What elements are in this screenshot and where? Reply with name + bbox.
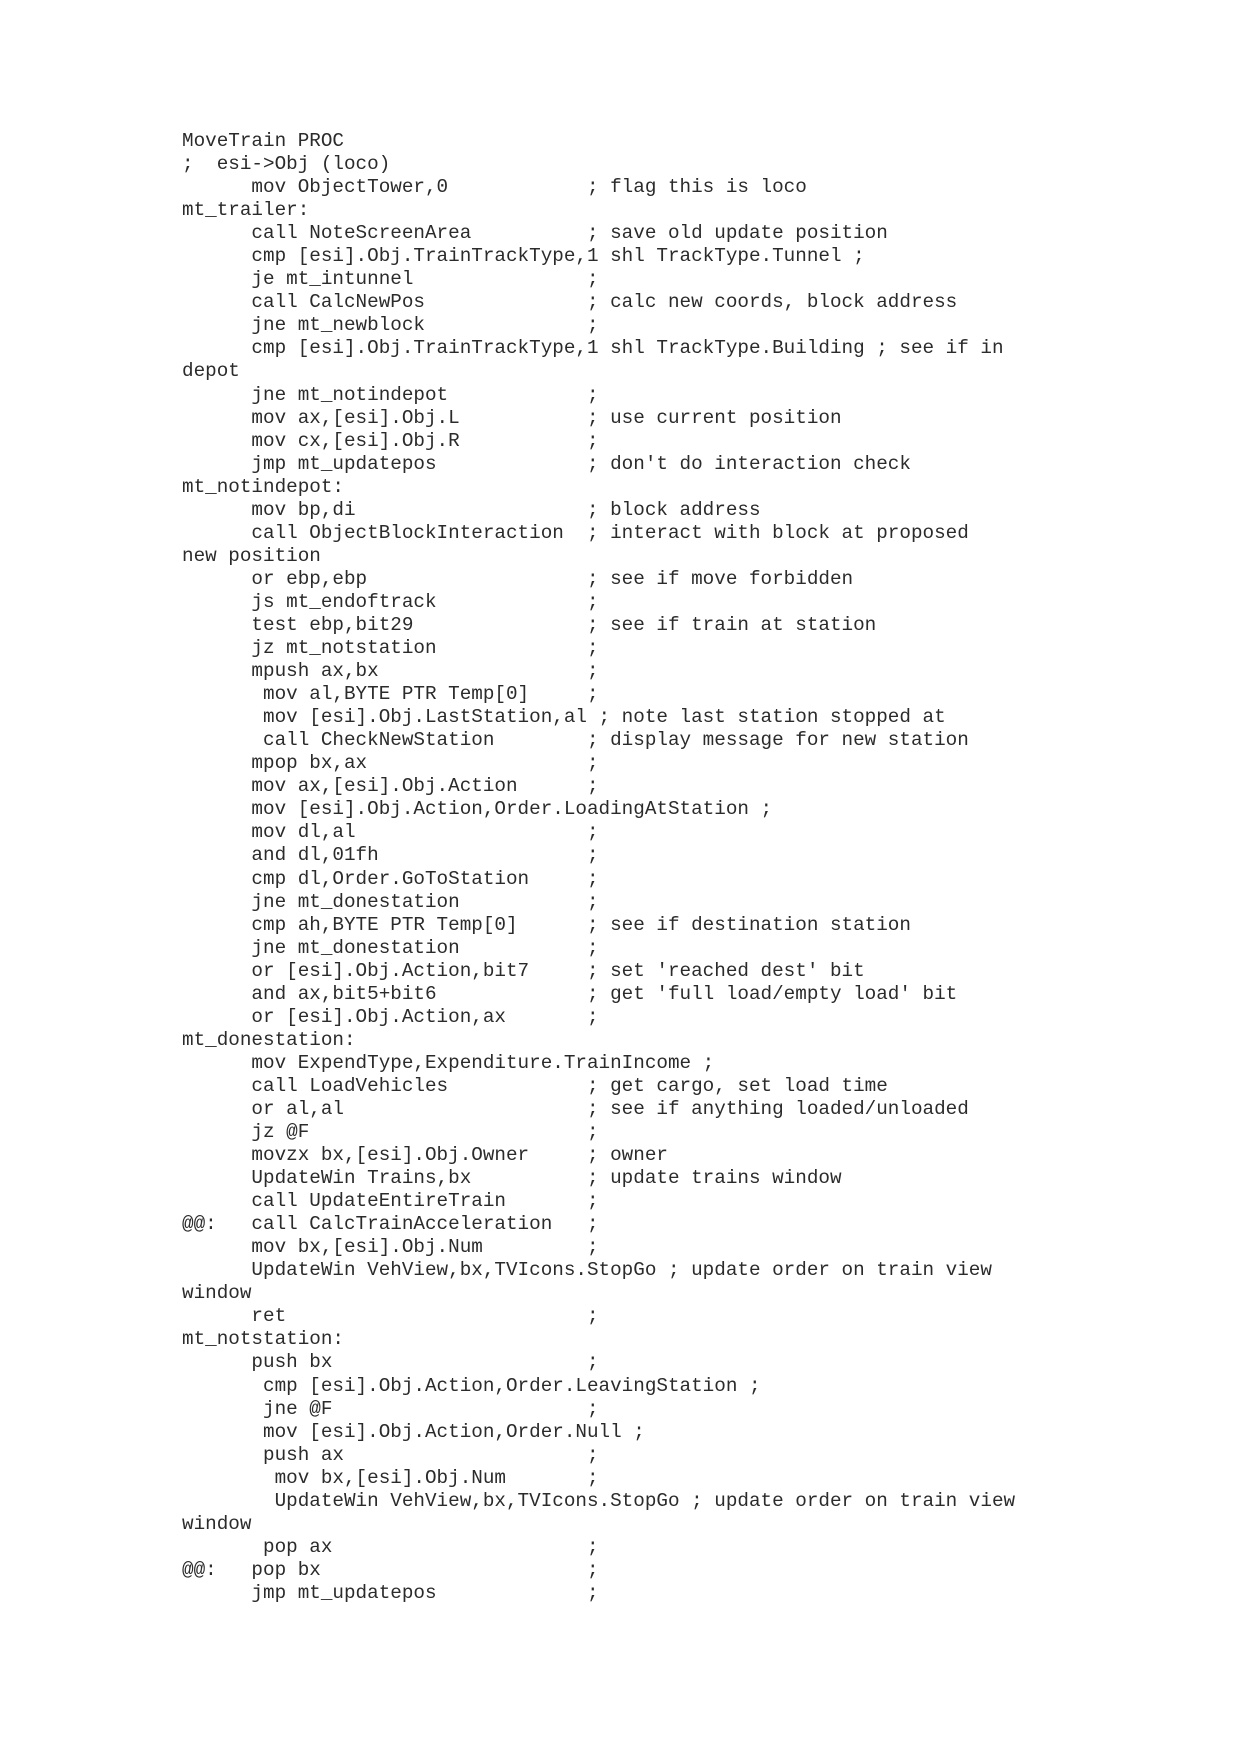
code-line: jz @F ; xyxy=(182,1121,599,1144)
code-line: mov bx,[esi].Obj.Num ; xyxy=(182,1236,599,1259)
code-line: cmp [esi].Obj.Action,Order.LeavingStation ; xyxy=(182,1374,761,1397)
code-line: mov ax,[esi].Obj.L ; use current position xyxy=(182,406,842,429)
code-line: call CalcNewPos ; calc new coords, block address xyxy=(182,291,958,314)
code-line: call ObjectBlockInteraction ; interact with block at proposed xyxy=(182,521,969,544)
code-line: jmp mt_updatepos ; don't do interaction check xyxy=(182,452,911,475)
code-line: call LoadVehicles ; get cargo, set load time xyxy=(182,1074,888,1097)
code-line: mov ObjectTower,0 ; flag this is loco xyxy=(182,176,807,199)
code-line: push ax ; xyxy=(182,1443,599,1466)
code-line: jne mt_notindepot ; xyxy=(182,383,599,406)
code-line: mt_notstation: xyxy=(182,1328,344,1351)
code-line: new position xyxy=(182,544,321,567)
code-line: cmp ah,BYTE PTR Temp[0] ; see if destination station xyxy=(182,913,911,936)
code-line: je mt_intunnel ; xyxy=(182,268,599,291)
code-line: mov [esi].Obj.Action,Order.LoadingAtStation ; xyxy=(182,798,773,821)
code-line: pop ax ; xyxy=(182,1535,599,1558)
code-line: mt_notindepot: xyxy=(182,475,344,498)
code-line: or ebp,ebp ; see if move forbidden xyxy=(182,567,854,590)
code-line: js mt_endoftrack ; xyxy=(182,590,599,613)
code-line: cmp [esi].Obj.TrainTrackType,1 shl TrackType.Tunnel ; xyxy=(182,245,865,268)
code-line: @@: call CalcTrainAcceleration ; xyxy=(182,1213,599,1236)
code-line: @@: pop bx ; xyxy=(182,1558,599,1581)
code-line: window xyxy=(182,1512,252,1535)
code-line: UpdateWin VehView,bx,TVIcons.StopGo ; update order on train view xyxy=(182,1489,1016,1512)
code-line: window xyxy=(182,1282,252,1305)
code-line: UpdateWin Trains,bx ; update trains window xyxy=(182,1167,842,1190)
code-line: and dl,01fh ; xyxy=(182,844,599,867)
code-line: movzx bx,[esi].Obj.Owner ; owner xyxy=(182,1144,668,1167)
code-line: call UpdateEntireTrain ; xyxy=(182,1190,599,1213)
code-line: jne mt_donestation ; xyxy=(182,936,599,959)
code-line: mov [esi].Obj.Action,Order.Null ; xyxy=(182,1420,645,1443)
code-line: mov cx,[esi].Obj.R ; xyxy=(182,429,599,452)
code-line: or [esi].Obj.Action,bit7 ; set 'reached dest' bit xyxy=(182,959,865,982)
code-line: mt_trailer: xyxy=(182,199,310,222)
code-line: jmp mt_updatepos ; xyxy=(182,1581,599,1604)
code-line: mov [esi].Obj.LastStation,al ; note last station stopped at xyxy=(182,706,946,729)
code-line: call NoteScreenArea ; save old update position xyxy=(182,222,888,245)
code-line: or al,al ; see if anything loaded/unloaded xyxy=(182,1097,969,1120)
code-line: MoveTrain PROC xyxy=(182,130,344,152)
code-line: mov al,BYTE PTR Temp[0] ; xyxy=(182,683,599,706)
code-line: and ax,bit5+bit6 ; get 'full load/empty load' bit xyxy=(182,982,958,1005)
code-line: or [esi].Obj.Action,ax ; xyxy=(182,1005,599,1028)
code-line: mov ExpendType,Expenditure.TrainIncome ; xyxy=(182,1051,715,1074)
code-line: mt_donestation: xyxy=(182,1028,356,1051)
code-line: push bx ; xyxy=(182,1351,599,1374)
code-line: mov bx,[esi].Obj.Num ; xyxy=(182,1466,599,1489)
code-line: cmp [esi].Obj.TrainTrackType,1 shl TrackType.Building ; see if in xyxy=(182,337,1004,360)
code-line: jne mt_donestation ; xyxy=(182,890,599,913)
code-line: depot xyxy=(182,360,240,383)
code-line: ; esi->Obj (loco) xyxy=(182,153,391,176)
code-line: mpush ax,bx ; xyxy=(182,660,599,683)
code-line: mov dl,al ; xyxy=(182,821,599,844)
code-line: jne @F ; xyxy=(182,1397,599,1420)
code-line: call CheckNewStation ; display message for new station xyxy=(182,729,969,752)
code-line: mov ax,[esi].Obj.Action ; xyxy=(182,775,599,798)
code-line: mov bp,di ; block address xyxy=(182,498,761,521)
code-line: jz mt_notstation ; xyxy=(182,637,599,660)
assembly-code-listing xyxy=(182,130,1182,1605)
code-line: ret ; xyxy=(182,1305,599,1328)
code-line: test ebp,bit29 ; see if train at station xyxy=(182,613,877,636)
code-line: jne mt_newblock ; xyxy=(182,314,599,337)
code-line: UpdateWin VehView,bx,TVIcons.StopGo ; update order on train view xyxy=(182,1259,992,1282)
code-line: mpop bx,ax ; xyxy=(182,752,599,775)
code-line: cmp dl,Order.GoToStation ; xyxy=(182,867,599,890)
